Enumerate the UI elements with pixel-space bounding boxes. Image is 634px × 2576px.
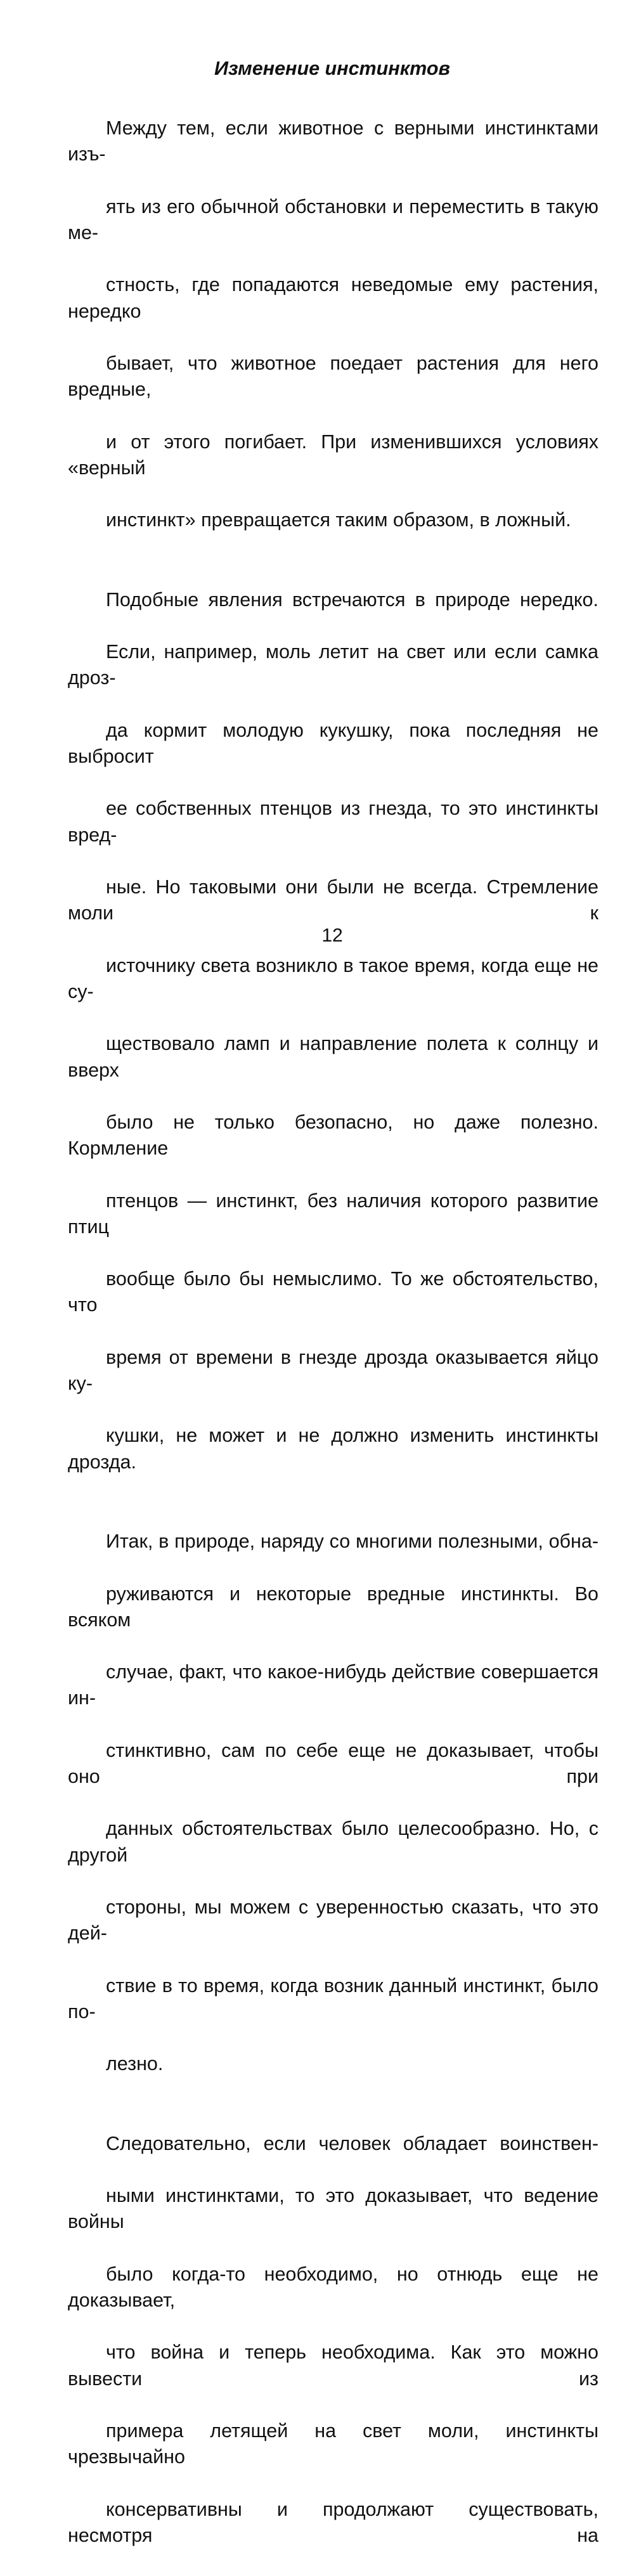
text-line: стность, где попадаются неведомые ему растения, нередко [68, 274, 598, 322]
text-line: кушки, не может и не должно изменить инстинкты дрозда. [68, 1425, 598, 1473]
text-line: инстинкт» превращается таким образом, в ложный. [106, 509, 571, 531]
text-line: ять из его обычной обстановки и переместить в такую ме- [68, 195, 598, 244]
text-line: ществовало ламп и направление полета к солнцу и вверх [68, 1033, 598, 1081]
paragraph-4 [68, 2105, 598, 2575]
text-line: стороны, мы можем с уверенностью сказать, что это дей- [68, 1896, 598, 1945]
text-line: было когда-то необходимо, но отнюдь еще не доказывает, [68, 2263, 598, 2312]
section-heading: Изменение инстинктов [214, 58, 450, 79]
text-line: руживаются и некоторые вредные инстинкты. Во всяком [68, 1582, 598, 1631]
text-line: ными инстинктами, то это доказывает, что ведение войны [68, 2185, 598, 2233]
text-line: ные. Но таковыми они были не всегда. Стремление моли к [68, 876, 598, 924]
text-line: Следовательно, если человек обладает воинствен- [106, 2132, 598, 2154]
text-line: лезно. [106, 2053, 164, 2075]
paragraph-3 [68, 1503, 598, 2104]
text-line: было не только безопасно, но даже полезно. Кормление [68, 1111, 598, 1160]
text-line: ствие в то время, когда возник данный инстинкт, было по- [68, 1974, 598, 2023]
paragraph-2 [68, 561, 598, 1501]
text-line: что война и теперь необходима. Как это можно вывести из [68, 2341, 598, 2390]
text-line: случае, факт, что какое-нибудь действие совершается ин- [68, 1661, 598, 1709]
text-line: ее собственных птенцов из гнезда, то это инстинкты вред- [68, 798, 598, 846]
text-line: и от этого погибает. При изменившихся условиях «верный [68, 430, 598, 479]
text-line: вообще было бы немыслимо. То же обстоятельство, что [68, 1268, 598, 1316]
text-line: данных обстоятельствах было целесообразно. Но, с другой [68, 1818, 598, 1866]
text-line: да кормит молодую кукушку, пока последняя не выбросит [68, 719, 598, 768]
text-line: Между тем, если животное с верными инстинктами изъ- [68, 117, 598, 165]
paragraph-1 [68, 89, 598, 560]
text-line: птенцов — инстинкт, без наличия которого развитие птиц [68, 1189, 598, 1238]
text-line: Если, например, моль летит на свет или если самка дроз- [68, 641, 598, 689]
text-line: время от времени в гнезде дрозда оказывается яйцо ку- [68, 1346, 598, 1394]
body-text [68, 89, 598, 2576]
text-line: Итак, в природе, наряду со многими полезными, обна- [106, 1531, 598, 1553]
text-line: стинктивно, сам по себе еще не доказывает, чтобы оно при [68, 1739, 598, 1787]
text-line: бывает, что животное поедает растения для него вредные, [68, 353, 598, 401]
page-number: 12 [321, 925, 343, 946]
text-line: примера летящей на свет моли, инстинкты чрезвычайно [68, 2420, 598, 2468]
text-line: консервативны и продолжают существовать, несмотря на [68, 2498, 598, 2546]
text-line: Подобные явления встречаются в природе нередко. [106, 588, 598, 611]
text-line: источнику света возникло в такое время, когда еще не су- [68, 954, 598, 1002]
